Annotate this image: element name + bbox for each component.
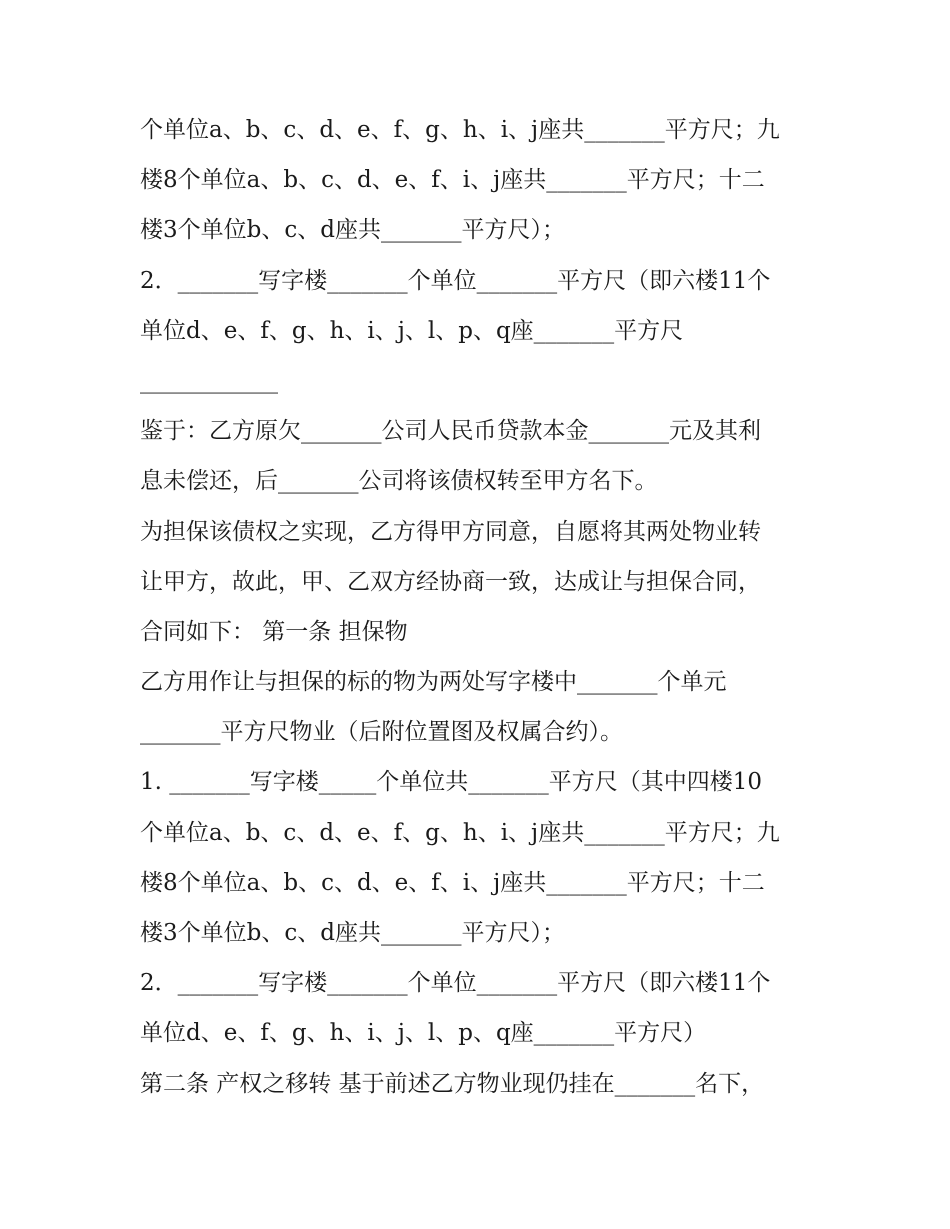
text-line-20: 第二条 产权之移转 基于前述乙方物业现仍挂在_______名下， bbox=[140, 1070, 765, 1097]
text-line-10: 让甲方，故此，甲、乙双方经协商一致，达成让与担保合同， bbox=[140, 568, 761, 595]
text-line-4: 2．_______写字楼_______个单位_______平方尺（即六楼11个 bbox=[140, 267, 771, 294]
text-line-1: 个单位a、b、c、d、e、f、g、h、i、j座共_______平方尺；九 bbox=[140, 117, 780, 143]
text-line-12: 乙方用作让与担保的标的物为两处写字楼中_______个单元 bbox=[140, 669, 727, 696]
text-line-13: _______平方尺物业（后附位置图及权属合约）。 bbox=[140, 719, 623, 746]
text-line-8: 息未偿还，后_______公司将该债权转至甲方名下。 bbox=[140, 468, 658, 495]
document-body bbox=[140, 105, 820, 1109]
text-line-17: 楼3个单位b、c、d座共_______平方尺）； bbox=[140, 920, 565, 946]
text-line-9: 为担保该债权之实现，乙方得甲方同意，自愿将其两处物业转 bbox=[140, 518, 761, 545]
text-line-16: 楼8个单位a、b、c、d、e、f、i、j座共_______平方尺；十二 bbox=[140, 869, 765, 896]
text-line-2: 楼8个单位a、b、c、d、e、f、i、j座共_______平方尺；十二 bbox=[140, 167, 765, 194]
text-line-11: 合同如下： 第一条 担保物 bbox=[140, 618, 408, 645]
text-line-5: 单位d、e、f、g、h、i、j、l、p、q座_______平方尺 bbox=[140, 317, 684, 344]
text-line-3: 楼3个单位b、c、d座共_______平方尺）； bbox=[140, 217, 565, 244]
text-line-14: 1. _______写字楼_____个单位共_______平方尺（其中四楼10 bbox=[140, 769, 763, 796]
text-line-15: 个单位a、b、c、d、e、f、g、h、i、j座共_______平方尺；九 bbox=[140, 819, 780, 846]
text-line-6: ____________ bbox=[140, 367, 278, 394]
text-line-7: 鉴于：乙方原欠_______公司人民币贷款本金_______元及其利 bbox=[140, 418, 761, 445]
text-line-18: 2．_______写字楼_______个单位_______平方尺（即六楼11个 bbox=[140, 970, 771, 997]
text-line-19: 单位d、e、f、g、h、i、j、l、p、q座_______平方尺） bbox=[140, 1020, 707, 1047]
